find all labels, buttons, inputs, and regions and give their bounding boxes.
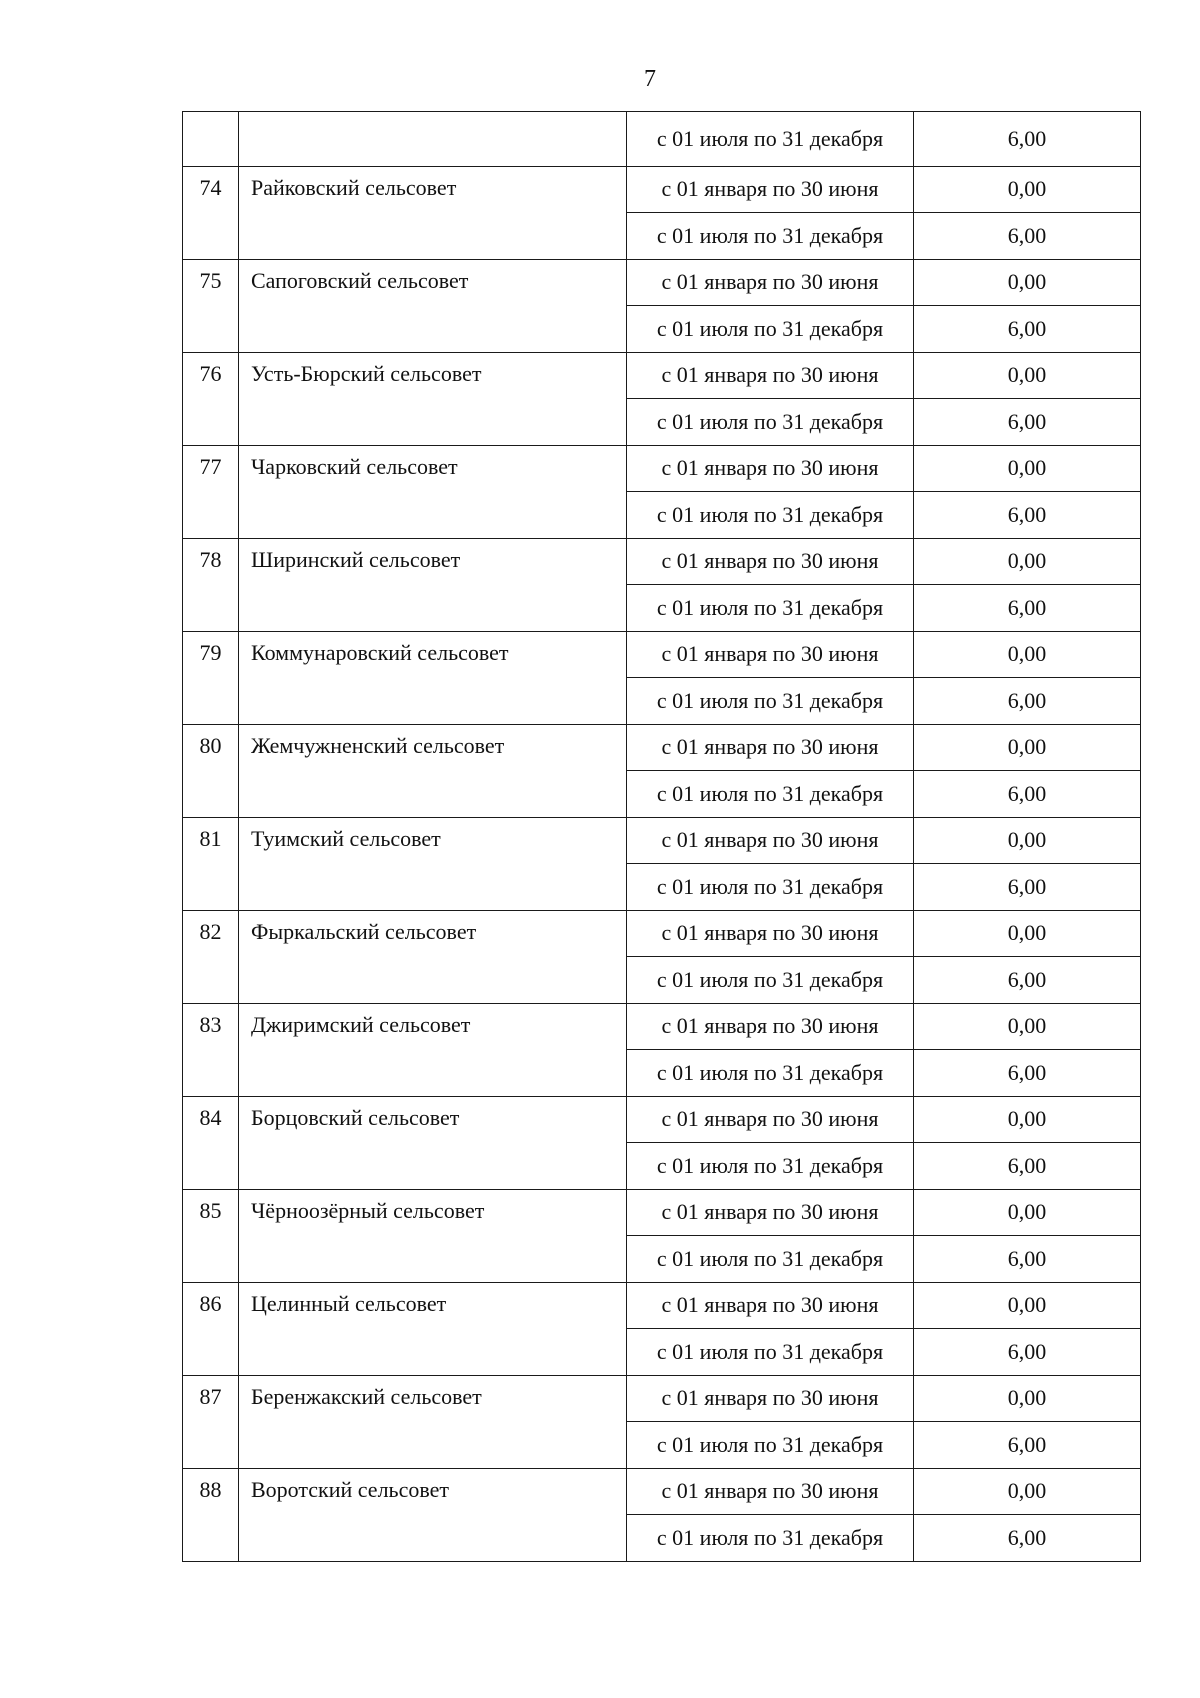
period-cell: с 01 января по 30 июня [627, 538, 914, 585]
rate-cell: 0,00 [914, 631, 1141, 678]
rate-cell: 0,00 [914, 910, 1141, 957]
period-cell: с 01 января по 30 июня [627, 166, 914, 213]
table-row [183, 910, 1141, 957]
table-body [183, 112, 1141, 1562]
row-number-cell: 77 [183, 445, 239, 538]
row-number-cell: 82 [183, 910, 239, 1003]
rate-cell: 0,00 [914, 1468, 1141, 1515]
period-cell: с 01 июля по 31 декабря [627, 957, 914, 1004]
table-row [183, 1189, 1141, 1236]
period-cell: с 01 июля по 31 декабря [627, 678, 914, 725]
municipality-name-cell: Жемчужненский сельсовет [239, 724, 627, 817]
municipality-name-cell: Райковский сельсовет [239, 166, 627, 259]
period-cell: с 01 января по 30 июня [627, 1189, 914, 1236]
municipality-name-cell: Ширинский сельсовет [239, 538, 627, 631]
table-row [183, 1096, 1141, 1143]
table-row [183, 538, 1141, 585]
rate-cell: 0,00 [914, 1375, 1141, 1422]
period-cell: с 01 июля по 31 декабря [627, 213, 914, 260]
rate-cell: 0,00 [914, 1282, 1141, 1329]
period-cell: с 01 января по 30 июня [627, 1375, 914, 1422]
table-row [183, 1282, 1141, 1329]
rate-cell: 6,00 [914, 678, 1141, 725]
municipality-name-cell [239, 112, 627, 167]
row-number-cell: 76 [183, 352, 239, 445]
rate-cell: 6,00 [914, 1422, 1141, 1469]
rate-cell: 6,00 [914, 492, 1141, 539]
period-cell: с 01 июля по 31 декабря [627, 306, 914, 353]
rate-cell: 0,00 [914, 1003, 1141, 1050]
row-number-cell: 84 [183, 1096, 239, 1189]
row-number-cell: 80 [183, 724, 239, 817]
rate-cell: 6,00 [914, 1329, 1141, 1376]
table-row [183, 1375, 1141, 1422]
period-cell: с 01 июля по 31 декабря [627, 1143, 914, 1190]
municipality-name-cell: Беренжакский сельсовет [239, 1375, 627, 1468]
table-row [183, 166, 1141, 213]
municipality-name-cell: Борцовский сельсовет [239, 1096, 627, 1189]
municipality-name-cell: Усть-Бюрский сельсовет [239, 352, 627, 445]
table-row [183, 631, 1141, 678]
row-number-cell: 85 [183, 1189, 239, 1282]
row-number-cell: 74 [183, 166, 239, 259]
period-cell: с 01 июля по 31 декабря [627, 864, 914, 911]
rate-cell: 6,00 [914, 213, 1141, 260]
period-cell: с 01 января по 30 июня [627, 352, 914, 399]
period-cell: с 01 января по 30 июня [627, 1096, 914, 1143]
row-number-cell: 86 [183, 1282, 239, 1375]
period-cell: с 01 июля по 31 декабря [627, 1515, 914, 1562]
rate-cell: 0,00 [914, 166, 1141, 213]
table-row [183, 352, 1141, 399]
period-cell: с 01 июля по 31 декабря [627, 771, 914, 818]
rate-cell: 6,00 [914, 957, 1141, 1004]
period-cell: с 01 июля по 31 декабря [627, 1050, 914, 1097]
rate-cell: 0,00 [914, 352, 1141, 399]
table-row [183, 259, 1141, 306]
row-number-cell: 79 [183, 631, 239, 724]
period-cell: с 01 января по 30 июня [627, 1003, 914, 1050]
period-cell: с 01 июля по 31 декабря [627, 492, 914, 539]
table-row [183, 1003, 1141, 1050]
table-row [183, 817, 1141, 864]
municipality-name-cell: Воротский сельсовет [239, 1468, 627, 1561]
period-cell: с 01 января по 30 июня [627, 1282, 914, 1329]
period-cell: с 01 июля по 31 декабря [627, 1422, 914, 1469]
rate-cell: 0,00 [914, 724, 1141, 771]
rate-cell: 0,00 [914, 1189, 1141, 1236]
table-row [183, 724, 1141, 771]
period-cell: с 01 июля по 31 декабря [627, 112, 914, 167]
municipality-name-cell: Фыркальский сельсовет [239, 910, 627, 1003]
period-cell: с 01 января по 30 июня [627, 724, 914, 771]
period-cell: с 01 января по 30 июня [627, 445, 914, 492]
rate-cell: 0,00 [914, 538, 1141, 585]
rate-cell: 6,00 [914, 585, 1141, 632]
period-cell: с 01 июля по 31 декабря [627, 585, 914, 632]
page-number: 7 [644, 66, 656, 92]
period-cell: с 01 января по 30 июня [627, 259, 914, 306]
municipality-name-cell: Туимский сельсовет [239, 817, 627, 910]
table-row [183, 445, 1141, 492]
period-cell: с 01 января по 30 июня [627, 1468, 914, 1515]
row-number-cell: 83 [183, 1003, 239, 1096]
period-cell: с 01 января по 30 июня [627, 817, 914, 864]
rate-cell: 6,00 [914, 399, 1141, 446]
rate-cell: 6,00 [914, 1143, 1141, 1190]
municipality-name-cell: Чарковский сельсовет [239, 445, 627, 538]
rate-cell: 6,00 [914, 771, 1141, 818]
rate-cell: 0,00 [914, 1096, 1141, 1143]
rate-cell: 0,00 [914, 817, 1141, 864]
period-cell: с 01 июля по 31 декабря [627, 399, 914, 446]
rate-cell: 6,00 [914, 864, 1141, 911]
rate-cell: 6,00 [914, 1515, 1141, 1562]
continuation-row [183, 112, 1141, 167]
municipality-name-cell: Сапоговский сельсовет [239, 259, 627, 352]
period-cell: с 01 июля по 31 декабря [627, 1236, 914, 1283]
municipality-name-cell: Чёрноозёрный сельсовет [239, 1189, 627, 1282]
municipality-name-cell: Коммунаровский сельсовет [239, 631, 627, 724]
row-number-cell: 75 [183, 259, 239, 352]
rate-cell: 6,00 [914, 306, 1141, 353]
row-number-cell: 81 [183, 817, 239, 910]
rates-table [182, 111, 1141, 1562]
rate-cell: 6,00 [914, 1236, 1141, 1283]
row-number-cell [183, 112, 239, 167]
row-number-cell: 78 [183, 538, 239, 631]
table-row [183, 1468, 1141, 1515]
municipality-name-cell: Джиримский сельсовет [239, 1003, 627, 1096]
period-cell: с 01 января по 30 июня [627, 631, 914, 678]
municipality-name-cell: Целинный сельсовет [239, 1282, 627, 1375]
rate-cell: 0,00 [914, 445, 1141, 492]
rate-cell: 6,00 [914, 1050, 1141, 1097]
period-cell: с 01 июля по 31 декабря [627, 1329, 914, 1376]
rate-cell: 6,00 [914, 112, 1141, 167]
rate-cell: 0,00 [914, 259, 1141, 306]
period-cell: с 01 января по 30 июня [627, 910, 914, 957]
row-number-cell: 88 [183, 1468, 239, 1561]
row-number-cell: 87 [183, 1375, 239, 1468]
